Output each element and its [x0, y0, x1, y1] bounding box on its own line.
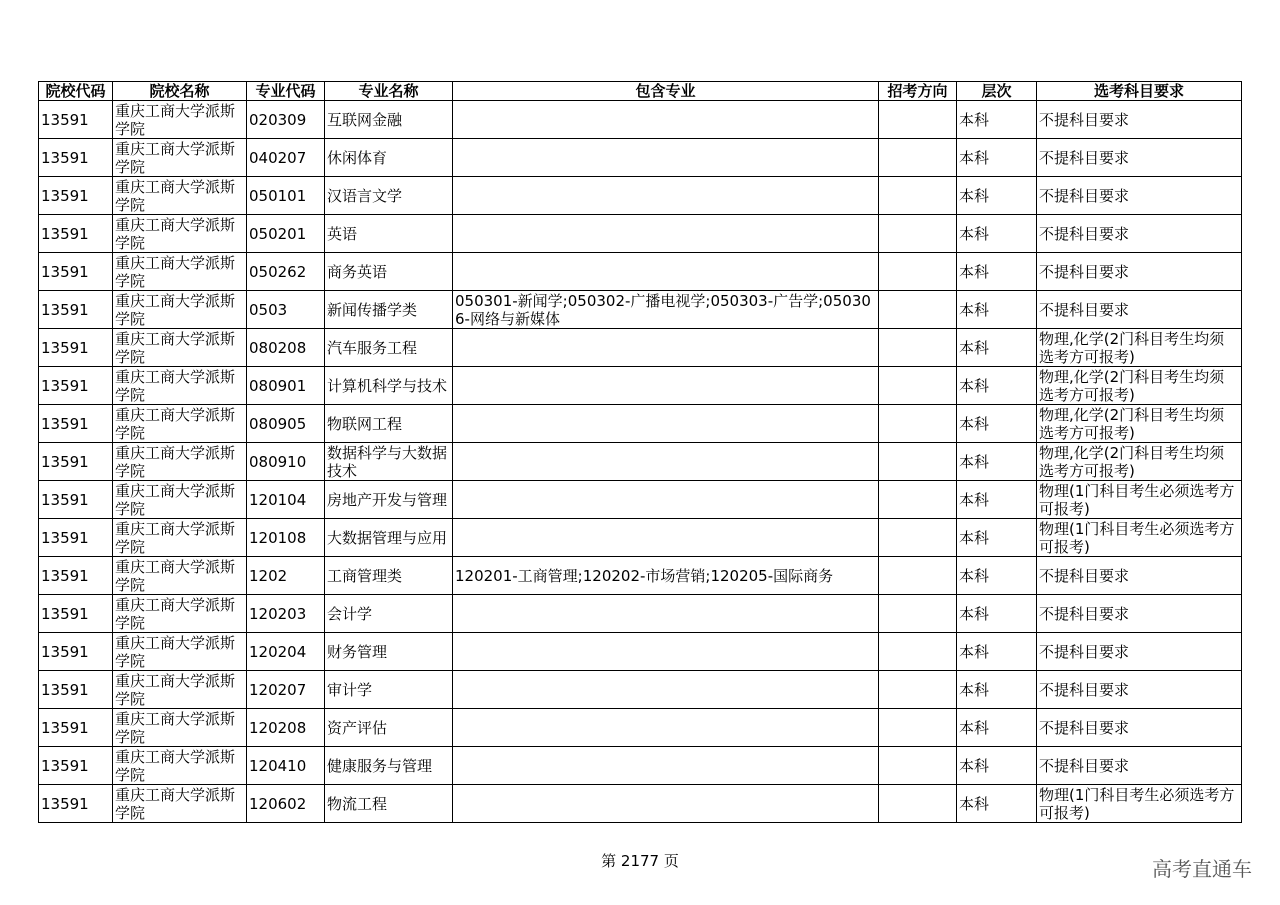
- subject-requirement-cell: 不提科目要求: [1037, 291, 1242, 329]
- table-row: [39, 215, 1242, 253]
- subject-requirement-cell: 不提科目要求: [1037, 177, 1242, 215]
- school-code-cell: 13591: [39, 595, 113, 633]
- table-row: [39, 557, 1242, 595]
- subject-requirement-cell: 不提科目要求: [1037, 101, 1242, 139]
- major-name-cell: 会计学: [325, 595, 453, 633]
- school-name-cell: 重庆工商大学派斯学院: [113, 633, 247, 671]
- direction-cell: [879, 481, 957, 519]
- included-majors-cell: [453, 481, 879, 519]
- major-name-cell: 工商管理类: [325, 557, 453, 595]
- subject-requirement-cell: 物理,化学(2门科目考生均须选考方可报考): [1037, 405, 1242, 443]
- included-majors-cell: [453, 671, 879, 709]
- school-code-cell: 13591: [39, 557, 113, 595]
- included-majors-cell: [453, 139, 879, 177]
- level-cell: 本科: [957, 671, 1037, 709]
- major-code-cell: 1202: [247, 557, 325, 595]
- school-code-cell: 13591: [39, 405, 113, 443]
- direction-cell: [879, 557, 957, 595]
- major-code-cell: 080910: [247, 443, 325, 481]
- included-majors-cell: [453, 709, 879, 747]
- school-name-cell: 重庆工商大学派斯学院: [113, 443, 247, 481]
- major-name-cell: 英语: [325, 215, 453, 253]
- level-cell: 本科: [957, 329, 1037, 367]
- subject-requirement-cell: 物理,化学(2门科目考生均须选考方可报考): [1037, 443, 1242, 481]
- level-cell: 本科: [957, 785, 1037, 823]
- major-name-cell: 汽车服务工程: [325, 329, 453, 367]
- table-row: [39, 443, 1242, 481]
- table-row: [39, 177, 1242, 215]
- direction-cell: [879, 785, 957, 823]
- table-row: [39, 101, 1242, 139]
- included-majors-cell: [453, 595, 879, 633]
- table-row: [39, 633, 1242, 671]
- table-row: [39, 747, 1242, 785]
- school-code-cell: 13591: [39, 671, 113, 709]
- school-code-cell: 13591: [39, 443, 113, 481]
- direction-cell: [879, 595, 957, 633]
- table-row: [39, 329, 1242, 367]
- level-cell: 本科: [957, 709, 1037, 747]
- major-name-cell: 资产评估: [325, 709, 453, 747]
- direction-cell: [879, 177, 957, 215]
- major-name-cell: 商务英语: [325, 253, 453, 291]
- school-name-cell: 重庆工商大学派斯学院: [113, 329, 247, 367]
- school-name-cell: 重庆工商大学派斯学院: [113, 747, 247, 785]
- col-direction-header: 招考方向: [879, 82, 957, 101]
- col-school-code-header: 院校代码: [39, 82, 113, 101]
- table-row: [39, 291, 1242, 329]
- included-majors-cell: [453, 405, 879, 443]
- major-code-cell: 120207: [247, 671, 325, 709]
- school-name-cell: 重庆工商大学派斯学院: [113, 519, 247, 557]
- school-name-cell: 重庆工商大学派斯学院: [113, 253, 247, 291]
- subject-requirement-cell: 物理,化学(2门科目考生均须选考方可报考): [1037, 367, 1242, 405]
- level-cell: 本科: [957, 747, 1037, 785]
- major-name-cell: 健康服务与管理: [325, 747, 453, 785]
- major-name-cell: 新闻传播学类: [325, 291, 453, 329]
- level-cell: 本科: [957, 519, 1037, 557]
- included-majors-cell: [453, 367, 879, 405]
- table-row: [39, 595, 1242, 633]
- table-row: [39, 405, 1242, 443]
- major-code-cell: 0503: [247, 291, 325, 329]
- school-code-cell: 13591: [39, 481, 113, 519]
- direction-cell: [879, 443, 957, 481]
- school-name-cell: 重庆工商大学派斯学院: [113, 291, 247, 329]
- level-cell: 本科: [957, 405, 1037, 443]
- direction-cell: [879, 633, 957, 671]
- major-code-cell: 050101: [247, 177, 325, 215]
- subject-requirement-cell: 不提科目要求: [1037, 253, 1242, 291]
- school-code-cell: 13591: [39, 747, 113, 785]
- school-code-cell: 13591: [39, 139, 113, 177]
- level-cell: 本科: [957, 215, 1037, 253]
- school-name-cell: 重庆工商大学派斯学院: [113, 139, 247, 177]
- subject-requirement-cell: 不提科目要求: [1037, 215, 1242, 253]
- included-majors-cell: [453, 747, 879, 785]
- major-name-cell: 大数据管理与应用: [325, 519, 453, 557]
- major-code-cell: 120204: [247, 633, 325, 671]
- major-name-cell: 物联网工程: [325, 405, 453, 443]
- table-row: [39, 481, 1242, 519]
- direction-cell: [879, 519, 957, 557]
- major-code-cell: 050201: [247, 215, 325, 253]
- level-cell: 本科: [957, 633, 1037, 671]
- included-majors-cell: [453, 519, 879, 557]
- col-subject-requirement-header: 选考科目要求: [1037, 82, 1242, 101]
- table-row: [39, 671, 1242, 709]
- major-code-cell: 120410: [247, 747, 325, 785]
- level-cell: 本科: [957, 101, 1037, 139]
- col-major-code-header: 专业代码: [247, 82, 325, 101]
- included-majors-cell: [453, 633, 879, 671]
- direction-cell: [879, 329, 957, 367]
- subject-requirement-cell: 物理(1门科目考生必须选考方可报考): [1037, 519, 1242, 557]
- school-name-cell: 重庆工商大学派斯学院: [113, 785, 247, 823]
- included-majors-cell: [453, 253, 879, 291]
- level-cell: 本科: [957, 367, 1037, 405]
- major-code-cell: 080901: [247, 367, 325, 405]
- majors-table: [38, 81, 1242, 823]
- school-code-cell: 13591: [39, 709, 113, 747]
- subject-requirement-cell: 不提科目要求: [1037, 709, 1242, 747]
- subject-requirement-cell: 不提科目要求: [1037, 633, 1242, 671]
- table-row: [39, 139, 1242, 177]
- direction-cell: [879, 747, 957, 785]
- level-cell: 本科: [957, 481, 1037, 519]
- subject-requirement-cell: 不提科目要求: [1037, 671, 1242, 709]
- school-name-cell: 重庆工商大学派斯学院: [113, 405, 247, 443]
- major-code-cell: 020309: [247, 101, 325, 139]
- table-row: [39, 709, 1242, 747]
- subject-requirement-cell: 不提科目要求: [1037, 747, 1242, 785]
- direction-cell: [879, 253, 957, 291]
- included-majors-cell: [453, 177, 879, 215]
- level-cell: 本科: [957, 139, 1037, 177]
- major-code-cell: 120203: [247, 595, 325, 633]
- major-code-cell: 120108: [247, 519, 325, 557]
- school-name-cell: 重庆工商大学派斯学院: [113, 671, 247, 709]
- subject-requirement-cell: 不提科目要求: [1037, 595, 1242, 633]
- level-cell: 本科: [957, 177, 1037, 215]
- major-code-cell: 080208: [247, 329, 325, 367]
- school-code-cell: 13591: [39, 177, 113, 215]
- major-code-cell: 080905: [247, 405, 325, 443]
- level-cell: 本科: [957, 291, 1037, 329]
- included-majors-cell: 120201-工商管理;120202-市场营销;120205-国际商务: [453, 557, 879, 595]
- col-school-name-header: 院校名称: [113, 82, 247, 101]
- school-code-cell: 13591: [39, 785, 113, 823]
- school-code-cell: 13591: [39, 367, 113, 405]
- major-name-cell: 汉语言文学: [325, 177, 453, 215]
- school-code-cell: 13591: [39, 329, 113, 367]
- subject-requirement-cell: 物理(1门科目考生必须选考方可报考): [1037, 785, 1242, 823]
- col-included-majors-header: 包含专业: [453, 82, 879, 101]
- direction-cell: [879, 671, 957, 709]
- table-row: [39, 785, 1242, 823]
- major-name-cell: 互联网金融: [325, 101, 453, 139]
- included-majors-cell: 050301-新闻学;050302-广播电视学;050303-广告学;050306-网络与新媒体: [453, 291, 879, 329]
- school-name-cell: 重庆工商大学派斯学院: [113, 595, 247, 633]
- major-code-cell: 050262: [247, 253, 325, 291]
- direction-cell: [879, 405, 957, 443]
- direction-cell: [879, 291, 957, 329]
- included-majors-cell: [453, 785, 879, 823]
- school-code-cell: 13591: [39, 215, 113, 253]
- subject-requirement-cell: 不提科目要求: [1037, 139, 1242, 177]
- col-major-name-header: 专业名称: [325, 82, 453, 101]
- school-name-cell: 重庆工商大学派斯学院: [113, 215, 247, 253]
- major-name-cell: 财务管理: [325, 633, 453, 671]
- school-code-cell: 13591: [39, 291, 113, 329]
- level-cell: 本科: [957, 253, 1037, 291]
- direction-cell: [879, 709, 957, 747]
- school-name-cell: 重庆工商大学派斯学院: [113, 709, 247, 747]
- school-code-cell: 13591: [39, 101, 113, 139]
- table-row: [39, 367, 1242, 405]
- subject-requirement-cell: 不提科目要求: [1037, 557, 1242, 595]
- school-code-cell: 13591: [39, 633, 113, 671]
- major-name-cell: 计算机科学与技术: [325, 367, 453, 405]
- school-name-cell: 重庆工商大学派斯学院: [113, 101, 247, 139]
- table-row: [39, 519, 1242, 557]
- school-name-cell: 重庆工商大学派斯学院: [113, 367, 247, 405]
- major-code-cell: 120602: [247, 785, 325, 823]
- subject-requirement-cell: 物理,化学(2门科目考生均须选考方可报考): [1037, 329, 1242, 367]
- included-majors-cell: [453, 443, 879, 481]
- school-name-cell: 重庆工商大学派斯学院: [113, 177, 247, 215]
- major-name-cell: 休闲体育: [325, 139, 453, 177]
- subject-requirement-cell: 物理(1门科目考生必须选考方可报考): [1037, 481, 1242, 519]
- watermark-logo: 高考直通车: [1152, 857, 1252, 881]
- major-name-cell: 数据科学与大数据技术: [325, 443, 453, 481]
- school-code-cell: 13591: [39, 519, 113, 557]
- direction-cell: [879, 367, 957, 405]
- page-number: 第 2177 页: [601, 852, 679, 870]
- school-name-cell: 重庆工商大学派斯学院: [113, 557, 247, 595]
- included-majors-cell: [453, 329, 879, 367]
- school-code-cell: 13591: [39, 253, 113, 291]
- school-name-cell: 重庆工商大学派斯学院: [113, 481, 247, 519]
- direction-cell: [879, 139, 957, 177]
- col-level-header: 层次: [957, 82, 1037, 101]
- included-majors-cell: [453, 215, 879, 253]
- level-cell: 本科: [957, 443, 1037, 481]
- included-majors-cell: [453, 101, 879, 139]
- major-code-cell: 120208: [247, 709, 325, 747]
- level-cell: 本科: [957, 557, 1037, 595]
- table-row: [39, 253, 1242, 291]
- major-code-cell: 040207: [247, 139, 325, 177]
- header-row: [39, 82, 1242, 101]
- major-name-cell: 物流工程: [325, 785, 453, 823]
- major-name-cell: 房地产开发与管理: [325, 481, 453, 519]
- major-name-cell: 审计学: [325, 671, 453, 709]
- level-cell: 本科: [957, 595, 1037, 633]
- major-code-cell: 120104: [247, 481, 325, 519]
- direction-cell: [879, 215, 957, 253]
- direction-cell: [879, 101, 957, 139]
